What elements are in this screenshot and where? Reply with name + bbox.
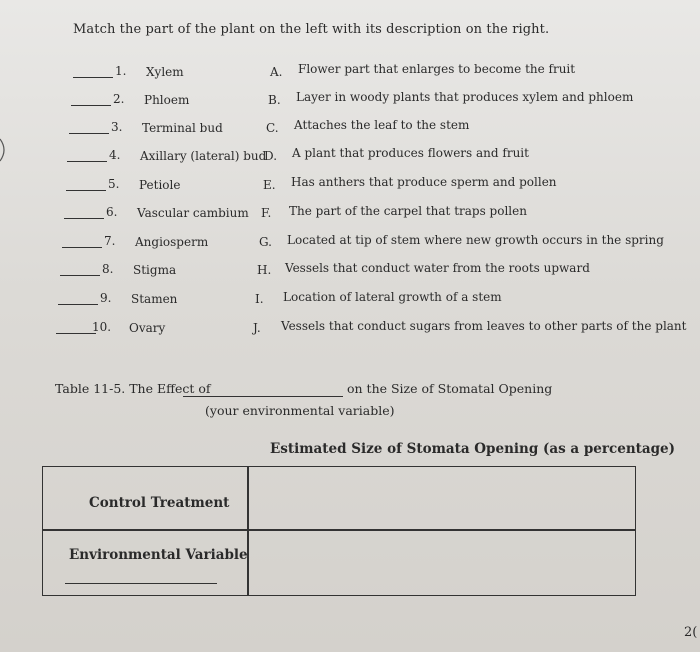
plant-part: Axillary (lateral) bud (140, 149, 267, 163)
description-letter: C. (266, 121, 279, 135)
table-divider (247, 467, 249, 595)
table-column-header: Estimated Size of Stomata Opening (as a percentage) (270, 441, 676, 457)
item-number: 8. (102, 262, 114, 276)
matching-row (0, 258, 700, 284)
plant-part: Xylem (146, 65, 184, 79)
description-text: A plant that produces flowers and fruit (292, 146, 529, 160)
plant-part: Stigma (133, 263, 177, 277)
item-number: 4. (109, 148, 121, 162)
description-letter: A. (270, 65, 283, 79)
item-number: 5. (108, 177, 120, 191)
item-number: 9. (100, 291, 112, 305)
description-text: Has anthers that produce sperm and pollen (291, 175, 557, 189)
description-letter: I. (255, 292, 264, 306)
answer-blank[interactable] (69, 133, 109, 134)
table-divider (43, 529, 635, 531)
answer-blank[interactable] (66, 190, 106, 191)
description-letter: E. (263, 178, 276, 192)
matching-row (0, 116, 700, 142)
plant-part: Phloem (144, 93, 190, 107)
matching-row (0, 88, 700, 114)
description-text: Flower part that enlarges to become the fruit (298, 62, 576, 76)
stomata-table (42, 466, 636, 596)
matching-row (0, 173, 700, 199)
plant-part: Petiole (139, 178, 181, 192)
table-caption-prefix: Table 11-5. The Effect of (55, 381, 211, 396)
item-number: 10. (92, 320, 112, 334)
table-caption-note: (your environmental variable) (205, 403, 395, 418)
answer-blank[interactable] (58, 304, 98, 305)
matching-row (0, 230, 700, 256)
description-text: Layer in woody plants that produces xylem and phloem (296, 90, 634, 104)
plant-part: Angiosperm (135, 235, 209, 249)
answer-blank[interactable] (62, 247, 102, 248)
description-letter: H. (257, 263, 272, 277)
matching-row (0, 60, 700, 86)
description-text: Vessels that conduct sugars from leaves to other parts of the plant (281, 319, 687, 333)
description-letter: F. (261, 206, 272, 220)
plant-part: Vascular cambium (137, 206, 249, 220)
table-caption-suffix: on the Size of Stomatal Opening (347, 381, 553, 396)
plant-part: Terminal bud (142, 121, 223, 135)
instructions: Match the part of the plant on the left with its description on the right. (73, 22, 550, 37)
answer-blank[interactable] (67, 161, 107, 162)
row-label-environmental: Environmental Variable (69, 547, 248, 563)
matching-row (0, 316, 700, 342)
row-label-control: Control Treatment (89, 495, 230, 511)
matching-row (0, 144, 700, 170)
matching-row (0, 287, 700, 313)
matching-row (0, 201, 700, 227)
plant-part: Ovary (129, 321, 166, 335)
row-label-blank[interactable] (65, 583, 217, 584)
item-number: 3. (111, 120, 123, 134)
item-number: 6. (106, 205, 118, 219)
answer-blank[interactable] (64, 218, 104, 219)
description-letter: G. (259, 235, 272, 249)
answer-blank[interactable] (60, 275, 100, 276)
description-letter: J. (253, 321, 261, 335)
item-number: 1. (115, 64, 127, 78)
answer-blank[interactable] (73, 77, 113, 78)
plant-part: Stamen (131, 292, 178, 306)
description-letter: B. (268, 93, 281, 107)
description-text: Vessels that conduct water from the roots upward (285, 261, 590, 275)
item-number: 2. (113, 92, 125, 106)
description-text: Located at tip of stem where new growth occurs in the spring (287, 233, 664, 247)
page-number: 2( (684, 625, 698, 640)
item-number: 7. (104, 234, 116, 248)
answer-blank[interactable] (56, 333, 96, 334)
description-text: Location of lateral growth of a stem (283, 290, 502, 304)
description-text: Attaches the leaf to the stem (294, 118, 470, 132)
answer-blank[interactable] (71, 105, 111, 106)
caption-fill-blank[interactable] (183, 396, 343, 397)
description-letter: D. (264, 149, 278, 163)
description-text: The part of the carpel that traps pollen (289, 204, 527, 218)
